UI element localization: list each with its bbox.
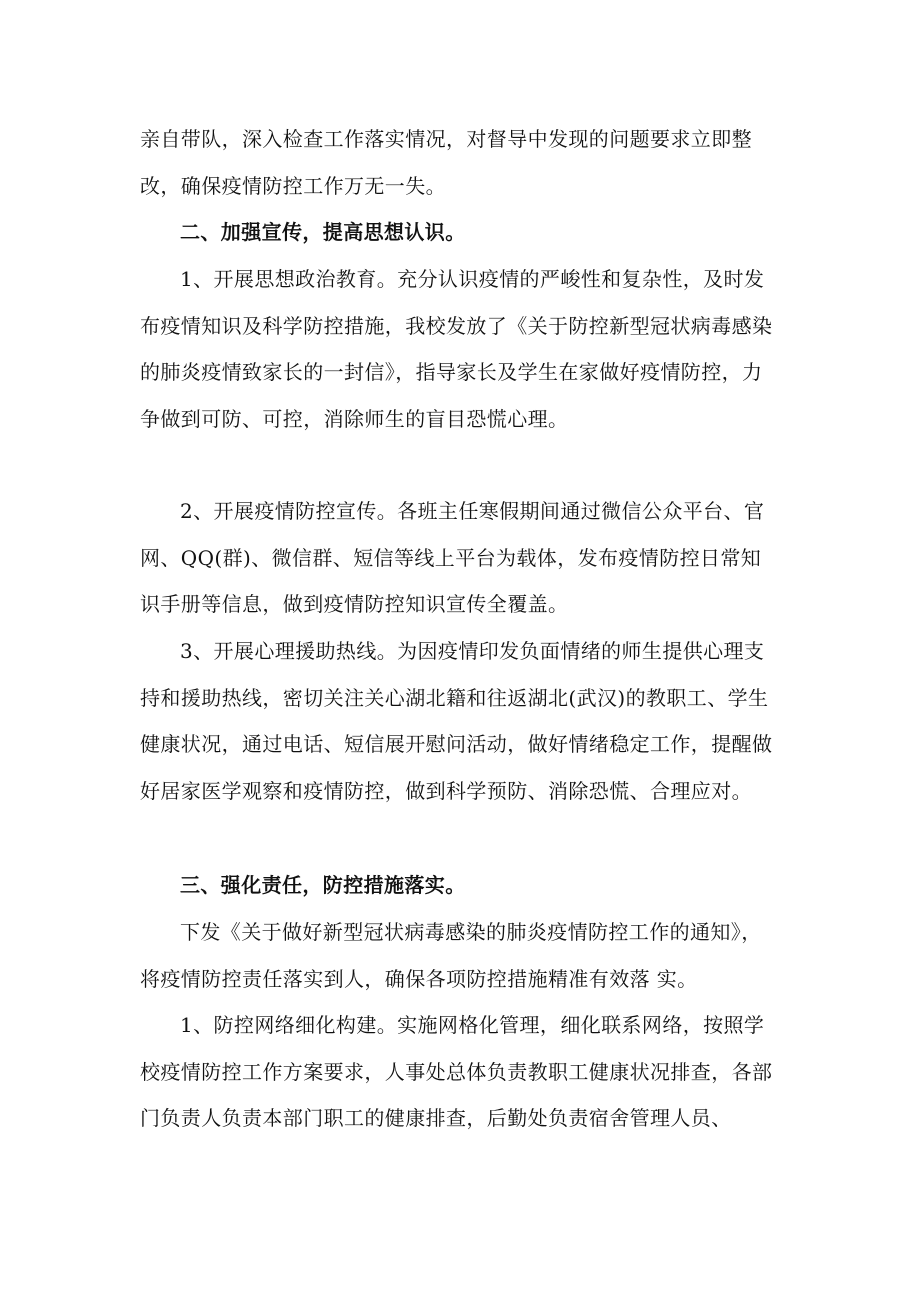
paragraph-notice: 下发《关于做好新型冠状病毒感染的肺炎疫情防控工作的通知》，将疫情防控责任落实到人，确保各项防控措施精准有效落 实。 (140, 920, 762, 991)
paragraph-item-network: 1、防控网络细化构建。实施网格化管理，细化联系网络，按照学校疫情防控工作方案要求，人事处总体负责教职工健康状况排查，各部门负责人负责本部门职工的健康排查，后勤处负责宿舍管理人员、 (140, 1013, 773, 1130)
paragraph-item-2: 2、开展疫情防控宣传。各班主任寒假期间通过微信公众平台、官网、QQ(群)、微信群、短信等线上平台为载体，发布疫情防控日常知识手册等信息，做到疫情防控知识宣传全覆盖。 (140, 499, 765, 616)
paragraph-continuation: 亲自带队，深入检查工作落实情况，对督导中发现的问题要求立即整改，确保疫情防控工作万无一失。 (140, 127, 752, 198)
paragraph-item-1: 1、开展思想政治教育。充分认识疫情的严峻性和复杂性，及时发布疫情知识及科学防控措施，我校发放了《关于防控新型冠状病毒感染的肺炎疫情致家长的一封信》，指导家长及学生在家做好疫情防控，力争做到可防、可控，消除师生的盲目恐慌心理。 (140, 267, 773, 431)
section-heading-2: 二、加强宣传，提高思想认识。 (180, 220, 466, 244)
paragraph-item-3: 3、开展心理援助热线。为因疫情印发负面情绪的师生提供心理支持和援助热线，密切关注关心湖北籍和往返湖北(武汉)的教职工、学生健康状况，通过电话、短信展开慰问活动，做好情绪稳定工作，提醒做好居家医学观察和疫情防控，做到科学预防、消除恐慌、合理应对。 (140, 639, 773, 803)
section-heading-3: 三、强化责任，防控措施落实。 (180, 873, 466, 897)
